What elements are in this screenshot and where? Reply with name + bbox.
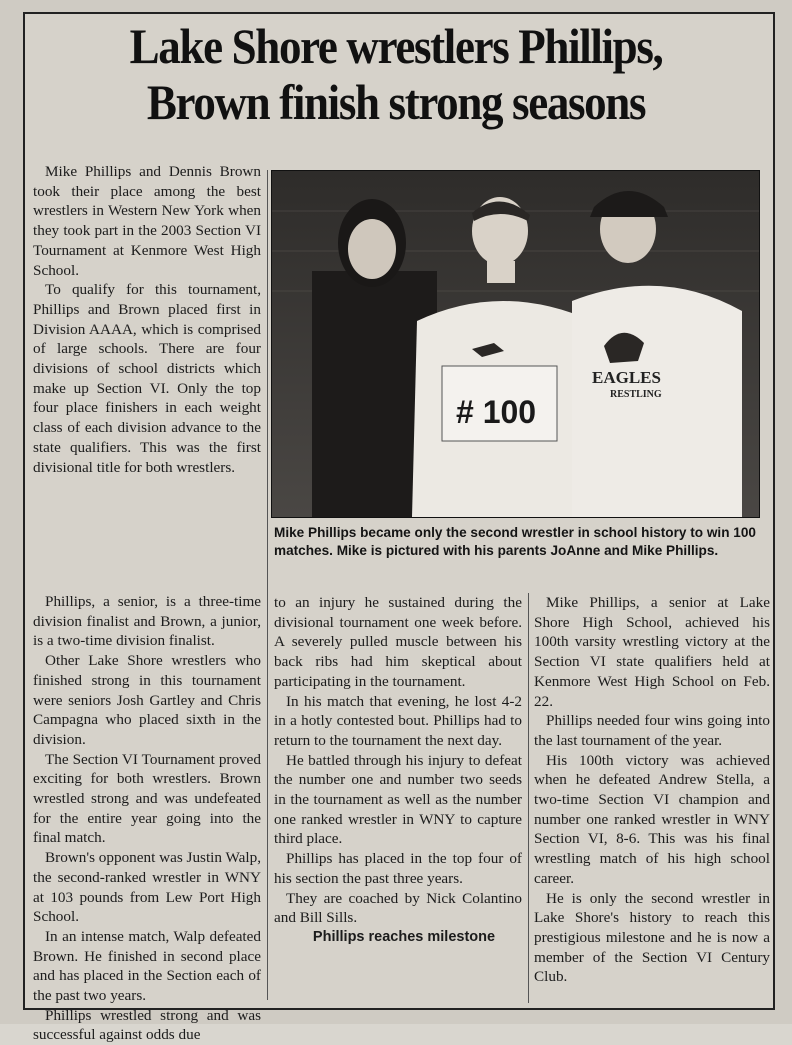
paragraph: He is only the second wrestler in Lake Shore's history to reach this prestigious milestone and he is now a member of the Section VI Century Club. <box>534 889 770 986</box>
shirt-text-line1: EAGLES <box>592 368 661 387</box>
paragraph: He battled through his injury to defeat the number one and number two seeds in the tournament as well as the number one ranked wrestler in WNY to capture third place. <box>274 751 522 848</box>
column-divider <box>528 593 529 1003</box>
paragraph: Phillips needed four wins going into the last tournament of the year. <box>534 712 770 749</box>
paragraph: Brown's opponent was Justin Walp, the second-ranked wrestler in WNY at 103 pounds from Lew Port High School. <box>33 849 261 926</box>
paragraph: Mike Phillips, a senior at Lake Shore High School, achieved his 100th varsity wrestling victory at the Section VI state qualifiers held at Kenmore West High School on Feb. 22. <box>534 594 770 710</box>
subheading: Phillips reaches milestone <box>312 928 496 945</box>
paragraph: To qualify for this tournament, Phillips and Brown placed first in Division AAAA, which is comprised of large schools. There are four divisions of school districts which make up Section VI. Only the top four place finishers in each weight class of each division advance to the state qualifiers. This was the first divisional title for both wrestlers. <box>33 281 261 476</box>
paragraph: Phillips, a senior, is a three-time division finalist and Brown, a junior, is a two-time division finalist. <box>33 593 261 650</box>
sign-100: # 100 <box>456 394 537 430</box>
paragraph: They are coached by Nick Colantino and Bill Sills. <box>274 889 522 927</box>
photo-caption: Mike Phillips became only the second wrestler in school history to win 100 matches. Mike is pictured with his parents JoAnne and Mike Phillips. <box>274 525 756 558</box>
paragraph: to an injury he sustained during the divisional tournament one week before. A severely pulled muscle between his back ribs had him skeptical about participating in the tournament. <box>274 594 522 690</box>
paragraph: In his match that evening, he lost 4-2 in a hotly contested bout. Phillips had to return to the tournament the next day. <box>274 692 522 749</box>
article-photo <box>271 170 760 518</box>
headline <box>67 18 726 130</box>
wrestlers-photo-illustration <box>272 171 759 517</box>
column-1 <box>33 162 261 1044</box>
paragraph: Phillips has placed in the top four of his section the past three years. <box>274 850 522 887</box>
paragraph: Phillips wrestled strong and was successful against odds due <box>33 1006 261 1044</box>
column-1-continued <box>33 592 261 1045</box>
column-2 <box>274 593 522 948</box>
paragraph: The Section VI Tournament proved exciting for both wrestlers. Brown wrestled strong and was undefeated for the entire year going into the final match. <box>33 750 261 847</box>
paragraph: Mike Phillips and Dennis Brown took their place among the best wrestlers in Western New York when they took part in the 2003 Section VI Tournament at Kenmore West High School. <box>33 163 261 279</box>
shirt-text-line2: RESTLING <box>610 389 662 400</box>
paragraph: Other Lake Shore wrestlers who finished strong in this tournament were seniors Josh Gartley and Chris Campagna who placed sixth in the division. <box>33 652 261 748</box>
paragraph: In an intense match, Walp defeated Brown. He finished in second place and has placed in the Section each of the past two years. <box>33 927 261 1005</box>
headline-line-1: Lake Shore wrestlers Phillips, <box>129 18 663 74</box>
headline-line-2: Brown finish strong seasons <box>146 74 646 130</box>
column-divider <box>267 170 268 1000</box>
column-3 <box>534 593 770 987</box>
paragraph: His 100th victory was achieved when he defeated Andrew Stella, a two-time Section VI champion and number one ranked wrestler in WNY Section VI, 8-6. This was his final wrestling match of his high school career. <box>534 751 770 887</box>
